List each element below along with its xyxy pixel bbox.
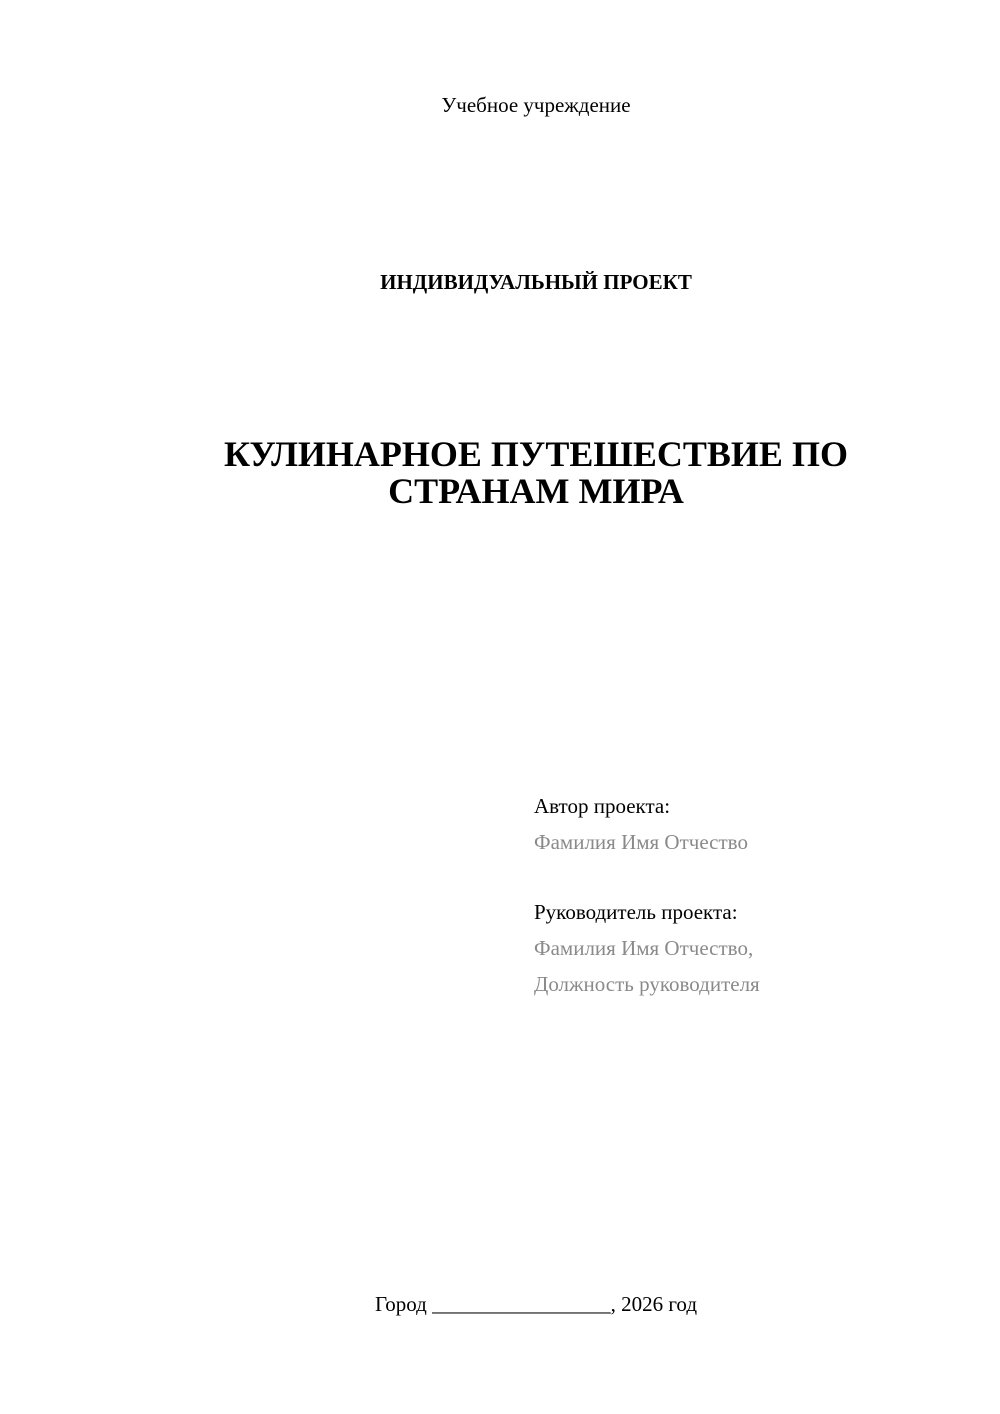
city-year-line: Город _________________, 2026 год: [374, 1292, 698, 1316]
project-title-line-2: СТРАНАМ МИРА: [388, 471, 684, 511]
project-title-line-1: КУЛИНАРНОЕ ПУТЕШЕСТВИЕ ПО: [224, 434, 848, 474]
institution-name: Учебное учреждение: [441, 93, 631, 117]
author-name: Фамилия Имя Отчество: [534, 830, 748, 854]
supervisor-label: Руководитель проекта:: [534, 900, 738, 924]
credits-spacer: [534, 860, 760, 894]
document-type: ИНДИВИДУАЛЬНЫЙ ПРОЕКТ: [380, 270, 692, 294]
author-label: Автор проекта:: [534, 794, 671, 818]
project-title: [0, 436, 1000, 510]
supervisor-position: Должность руководителя: [534, 972, 760, 996]
credits-block: [534, 788, 760, 1002]
supervisor-name: Фамилия Имя Отчество,: [534, 936, 754, 960]
